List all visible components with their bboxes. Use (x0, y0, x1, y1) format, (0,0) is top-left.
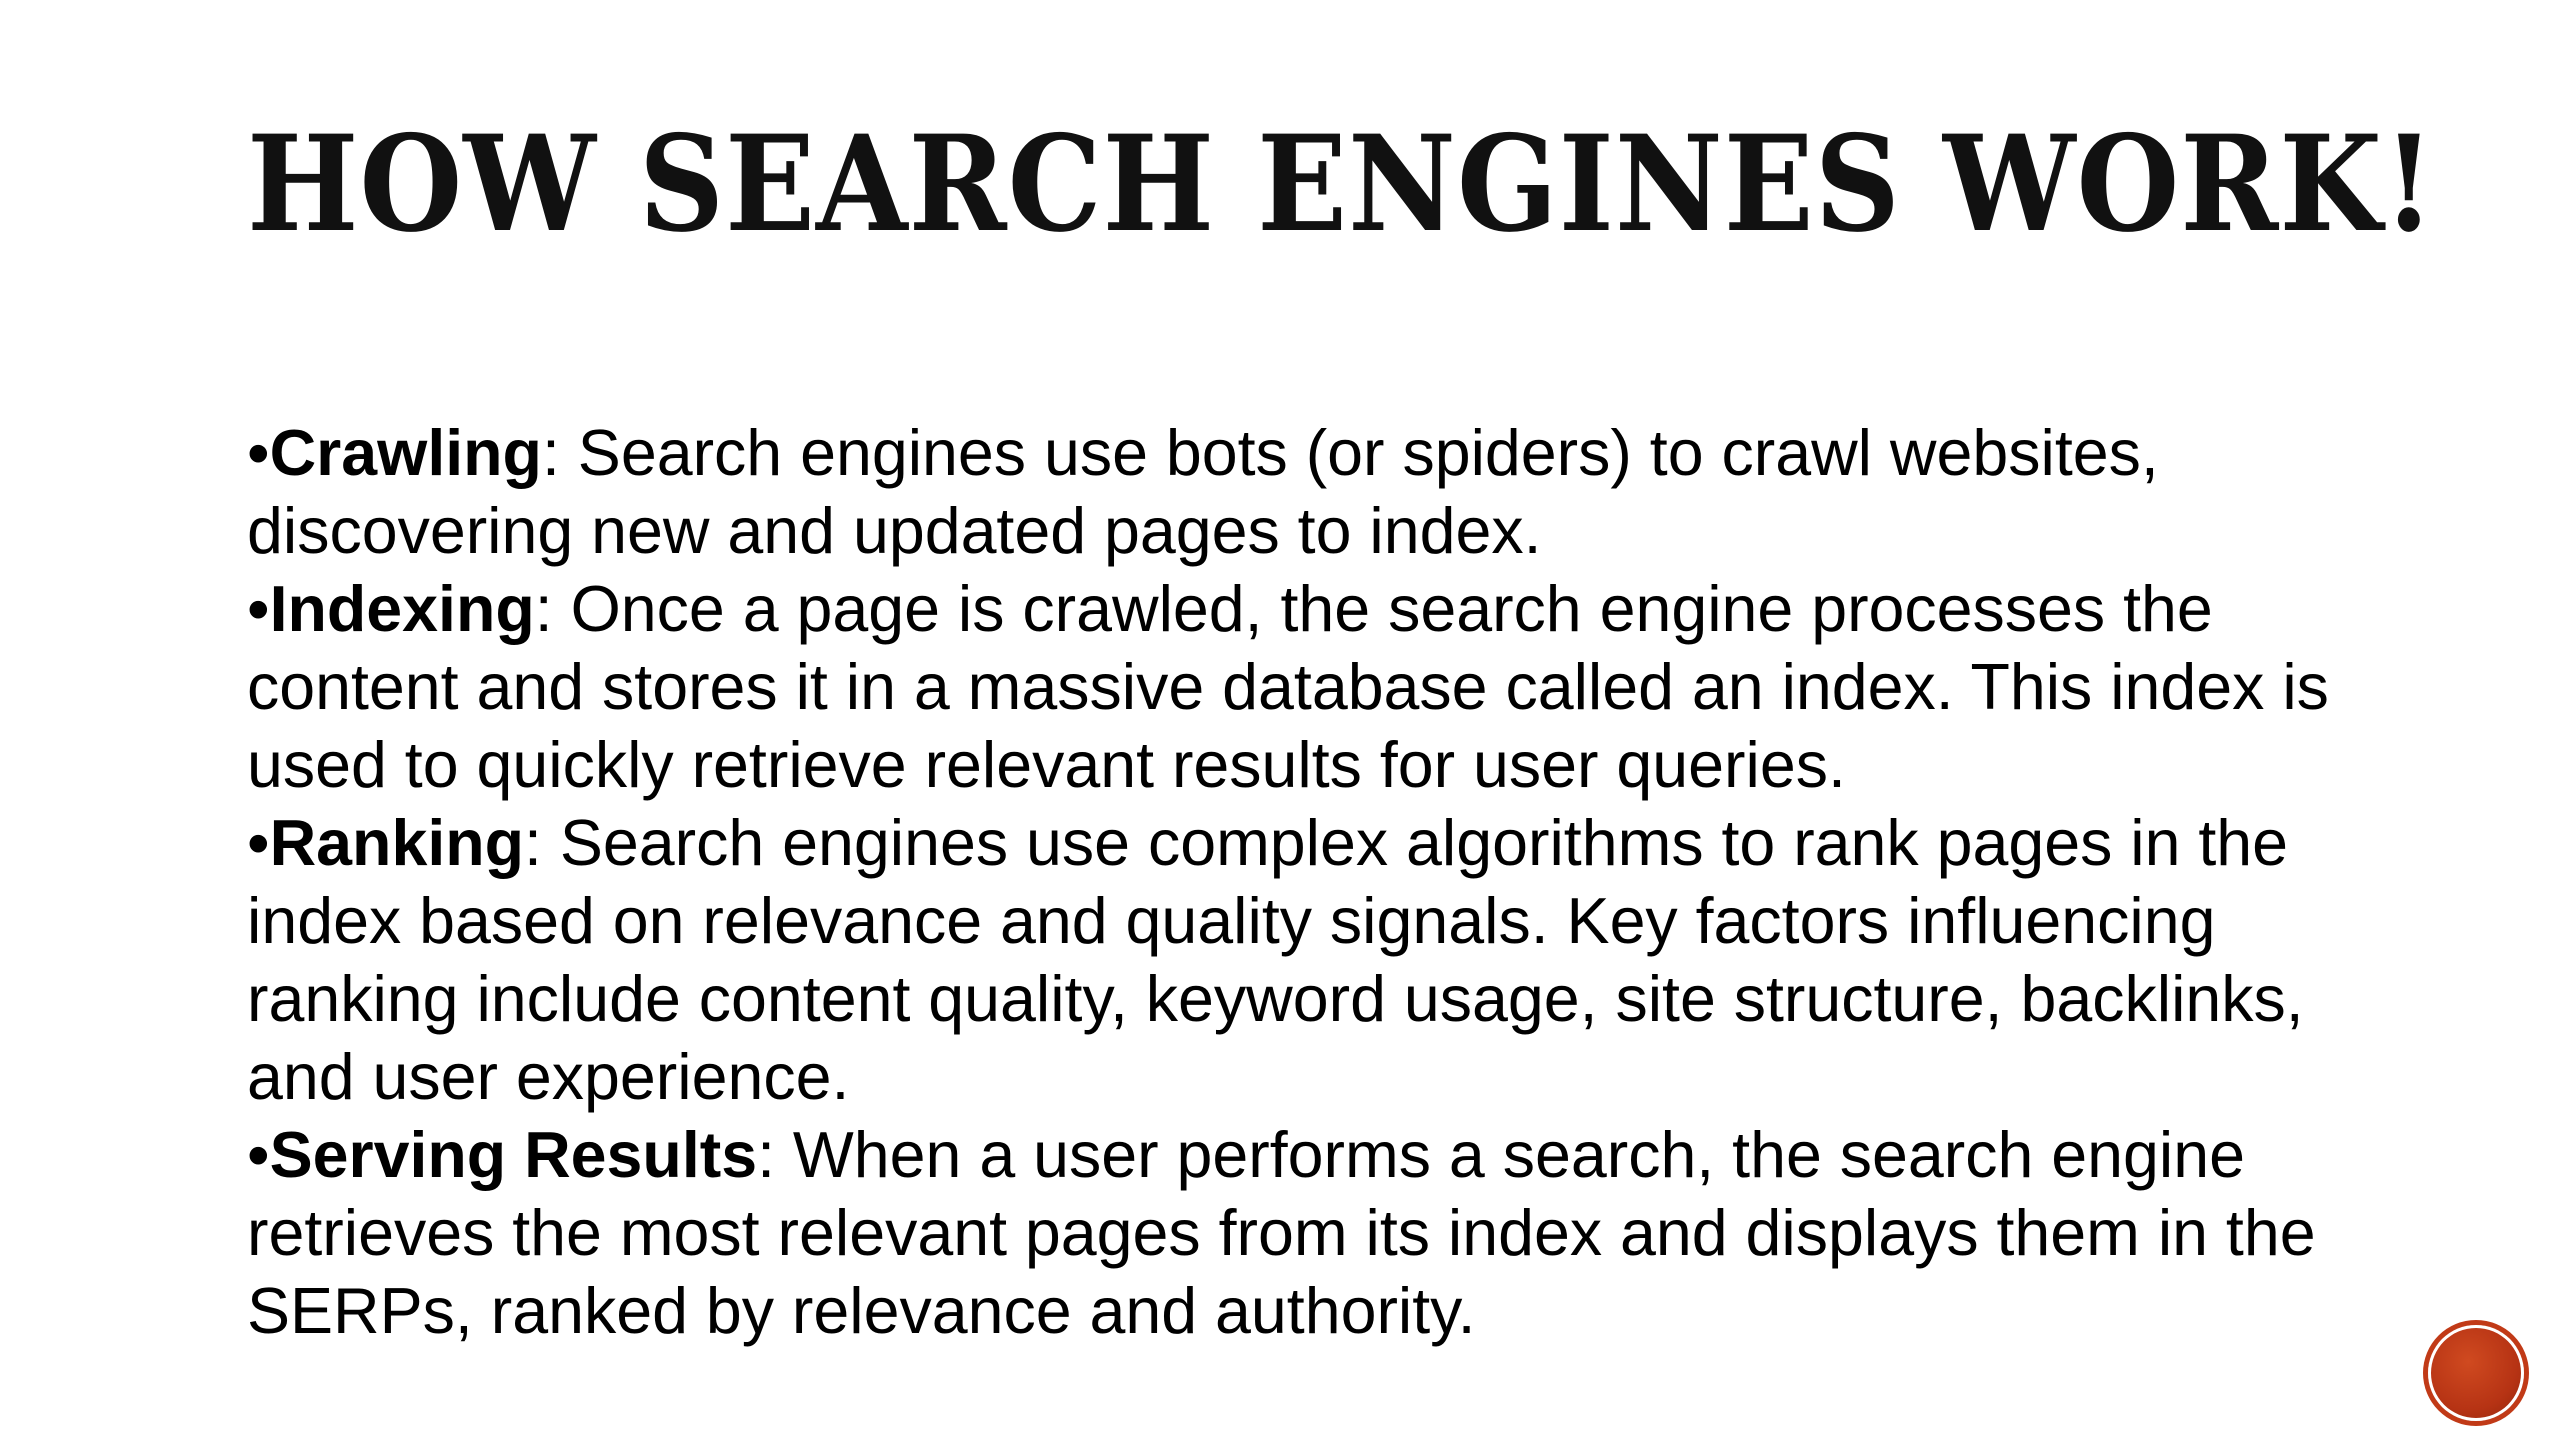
bullet-term: Ranking (269, 807, 525, 879)
bullet-item-crawling (247, 414, 2367, 570)
bullet-marker: • (247, 573, 270, 645)
bullet-term: Serving Results (269, 1119, 758, 1191)
bullet-term: Crawling (269, 417, 542, 489)
slide-number-circle (2428, 1325, 2524, 1421)
bullet-item-ranking (247, 804, 2367, 1116)
bullet-marker: • (247, 417, 270, 489)
bullet-marker: • (247, 807, 270, 879)
bullet-term: Indexing (269, 573, 535, 645)
slide-title: HOW SEARCH ENGINES WORK! (247, 105, 2436, 262)
bullet-list (247, 414, 2367, 1350)
bullet-item-serving-results (247, 1116, 2367, 1350)
bullet-text: : When a user performs a search, the search engine retrieves the most relevant pages from its index and displays them in the SERPs, ranked by relevance and authority. (247, 1119, 2316, 1347)
bullet-marker: • (247, 1119, 270, 1191)
bullet-text: : Search engines use complex algorithms to rank pages in the index based on relevance and quality signals. Key factors influencing ranking include content quality, keyword usage, site structure, backlinks, and user experience. (247, 807, 2304, 1113)
bullet-text: : Search engines use bots (or spiders) to crawl websites, discovering new and updated pages to index. (247, 417, 2159, 567)
bullet-text: : Once a page is crawled, the search engine processes the content and stores it in a massive database called an index. This index is used to quickly retrieve relevant results for user queries. (247, 573, 2329, 801)
bullet-item-indexing (247, 570, 2367, 804)
